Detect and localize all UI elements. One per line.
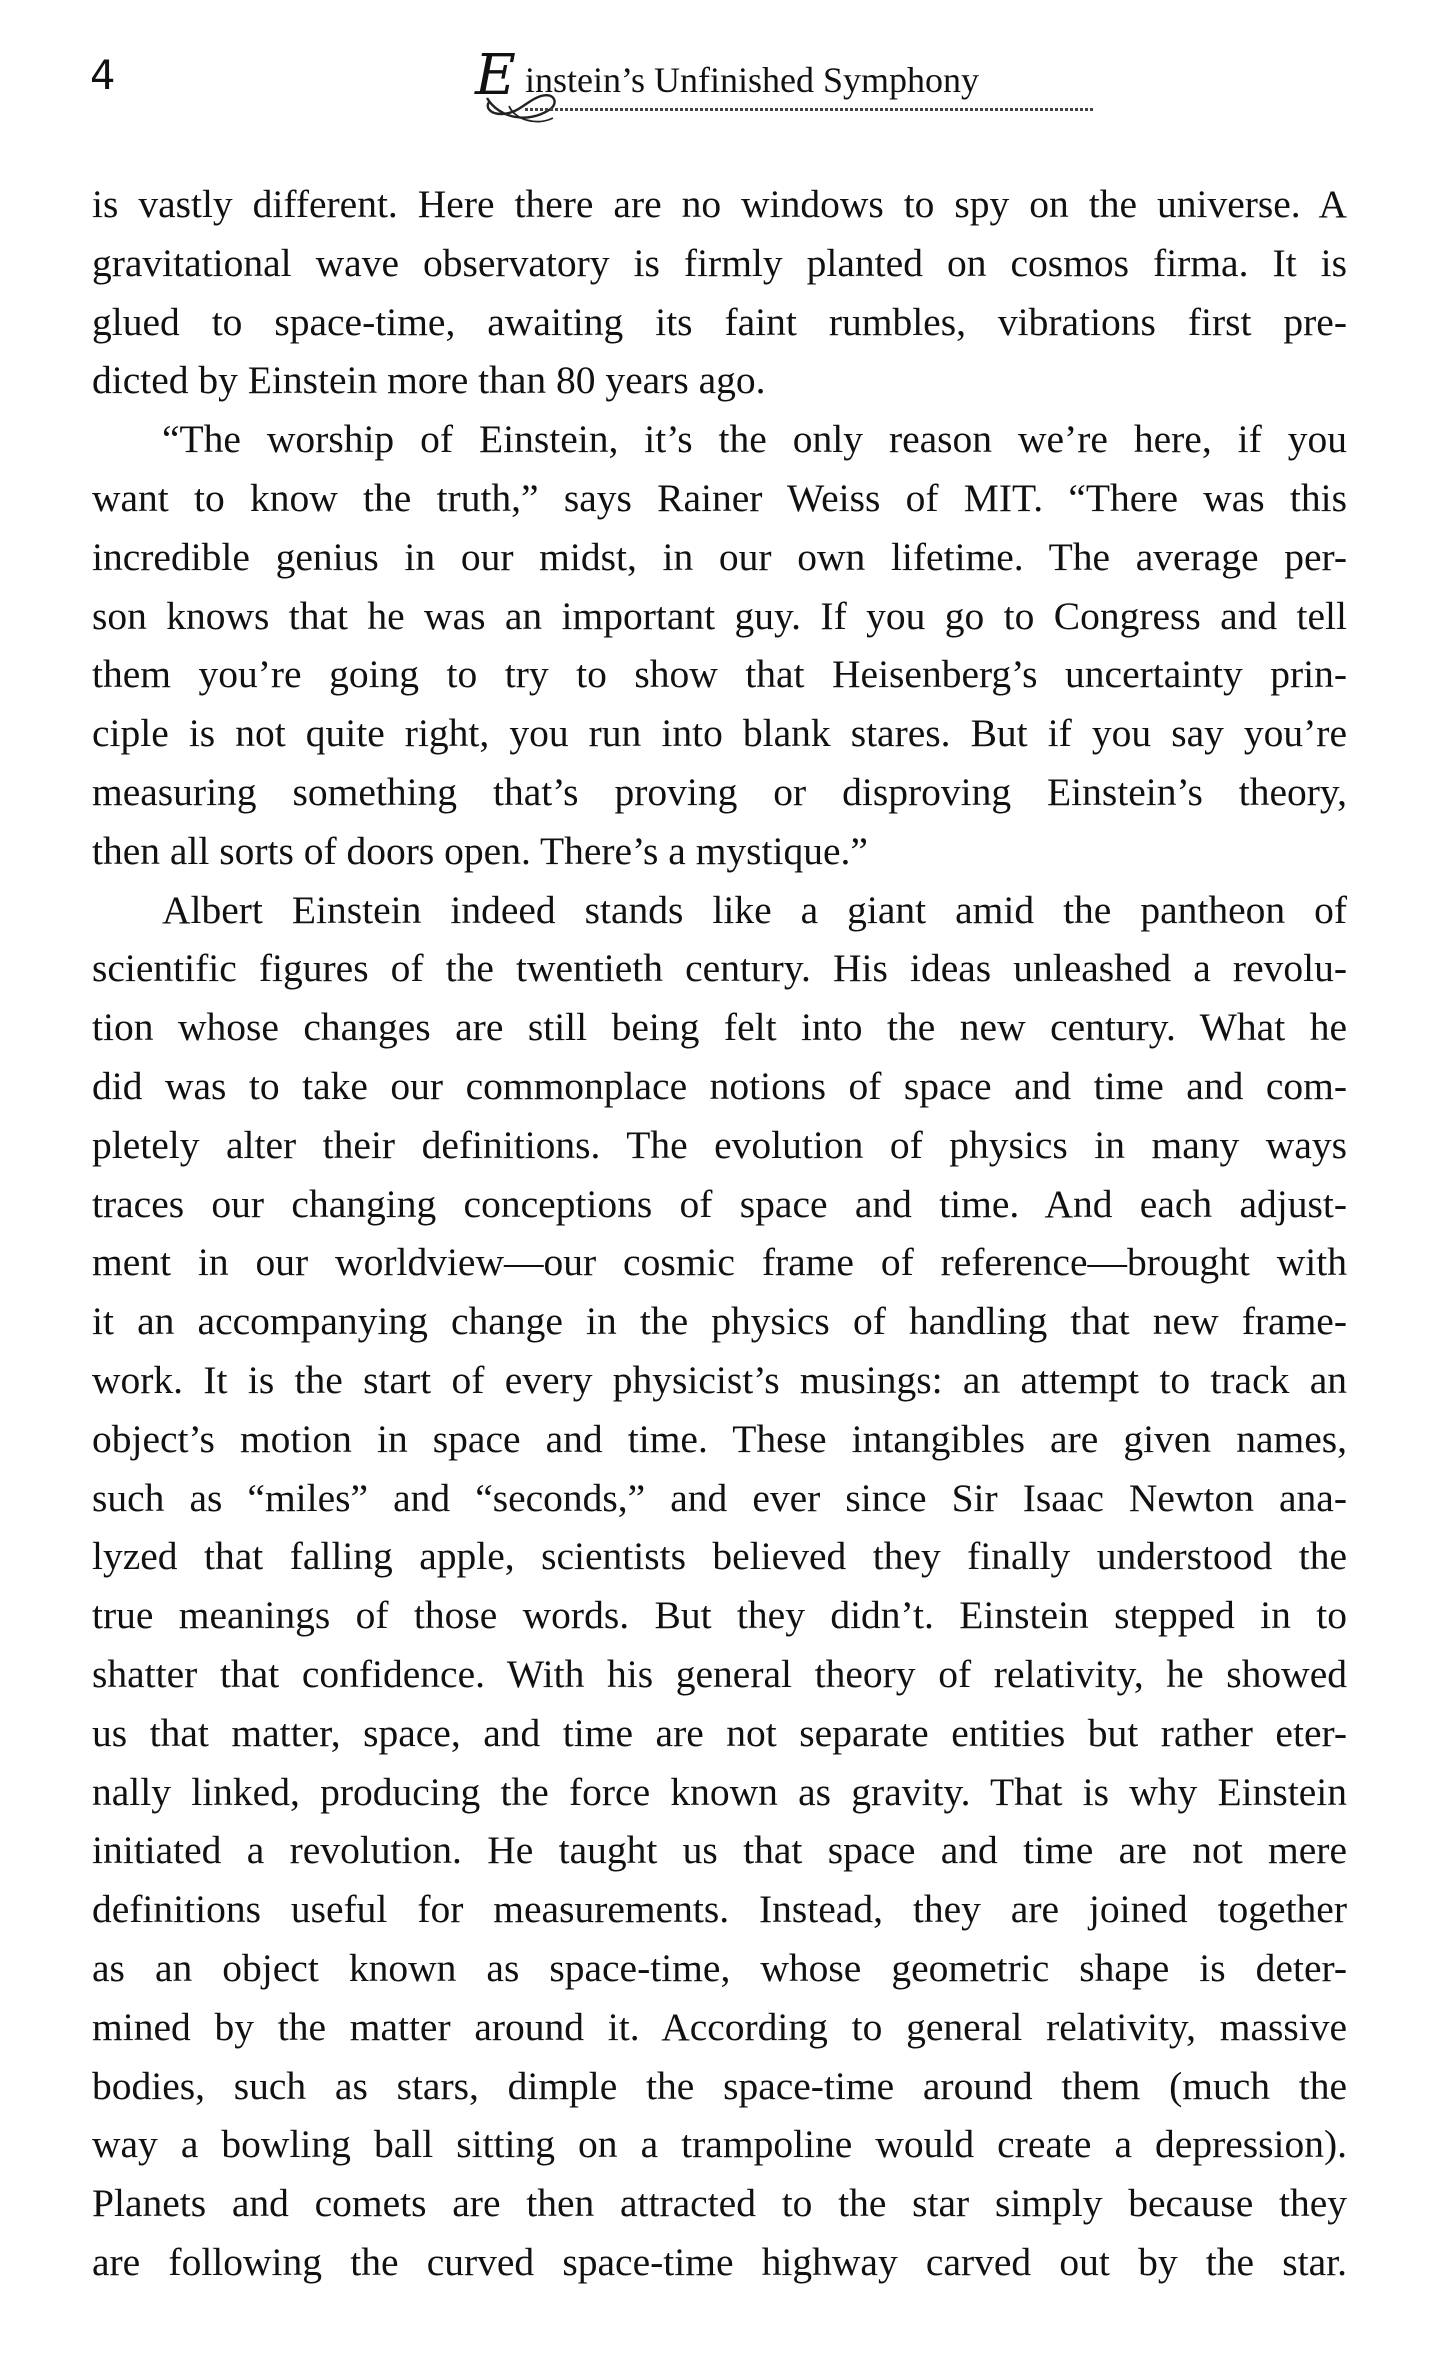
text-line: then all sorts of doors open. There’s a mystique.”: [92, 828, 868, 873]
dotted-rule: [525, 108, 1095, 111]
paragraph-1: [92, 175, 1347, 410]
text-line: such as “miles” and “seconds,” and ever since Sir Isaac Newton ana-: [92, 1475, 1347, 1520]
text-line: us that matter, space, and time are not separate entities but rather eter-: [92, 1710, 1347, 1755]
text-line: glued to space-time, awaiting its faint rumbles, vibrations first pre-: [92, 299, 1347, 344]
text-line: tion whose changes are still being felt into the new century. What he: [92, 1005, 1347, 1050]
text-line: ment in our worldview—our cosmic frame of reference—brought with: [92, 1240, 1347, 1285]
text-line: lyzed that falling apple, scientists believed they finally understood the: [92, 1534, 1347, 1579]
text-line: Planets and comets are then attracted to the star simply because they: [92, 2181, 1347, 2226]
text-line: measuring something that’s proving or disproving Einstein’s theory,: [92, 769, 1347, 814]
text-line: gravitational wave observatory is firmly planted on cosmos firma. It is: [92, 240, 1347, 285]
text-line: are following the curved space-time highway carved out by the star.: [92, 2239, 1347, 2284]
text-line: definitions useful for measurements. Instead, they are joined together: [92, 1887, 1347, 1932]
text-line: true meanings of those words. But they didn’t. Einstein stepped in to: [92, 1593, 1347, 1638]
body-text: [92, 175, 1347, 2292]
text-line: want to know the truth,” says Rainer Weiss of MIT. “There was this: [92, 475, 1347, 520]
text-line: shatter that confidence. With his general theory of relativity, he showed: [92, 1651, 1347, 1696]
text-line: work. It is the start of every physicist’s musings: an attempt to track an: [92, 1357, 1347, 1402]
text-line: incredible genius in our midst, in our own lifetime. The average per-: [92, 534, 1347, 579]
text-line: traces our changing conceptions of space and time. And each adjust-: [92, 1181, 1347, 1226]
text-line: nally linked, producing the force known as gravity. That is why Einstein: [92, 1769, 1347, 1814]
paragraph-2: [92, 410, 1347, 880]
running-title: [475, 43, 1095, 116]
text-line: initiated a revolution. He taught us that space and time are not mere: [92, 1828, 1347, 1873]
text-line: scientific figures of the twentieth century. His ideas unleashed a revolu-: [92, 946, 1347, 991]
text-line: Albert Einstein indeed stands like a giant amid the pantheon of: [162, 887, 1347, 932]
text-line: way a bowling ball sitting on a trampoline would create a depression).: [92, 2122, 1347, 2167]
text-line: mined by the matter around it. According to general relativity, massive: [92, 2004, 1347, 2049]
text-line: “The worship of Einstein, it’s the only reason we’re here, if you: [162, 417, 1347, 462]
text-line: did was to take our commonplace notions of space and time and com-: [92, 1063, 1347, 1108]
running-title-text: instein’s Unfinished Symphony: [525, 60, 980, 100]
text-line: pletely alter their definitions. The evolution of physics in many ways: [92, 1122, 1347, 1167]
text-line: son knows that he was an important guy. If you go to Congress and tell: [92, 593, 1347, 638]
text-line: as an object known as space-time, whose geometric shape is deter-: [92, 1945, 1347, 1990]
text-line: them you’re going to try to show that Heisenberg’s uncertainty prin-: [92, 652, 1347, 697]
paragraph-3: [92, 881, 1347, 2292]
text-line: bodies, such as stars, dimple the space-time around them (much the: [92, 2063, 1347, 2108]
text-line: it an accompanying change in the physics of handling that new frame-: [92, 1299, 1347, 1344]
text-line: ciple is not quite right, you run into blank stares. But if you say you’re: [92, 711, 1347, 756]
text-line: is vastly different. Here there are no windows to spy on the universe. A: [92, 182, 1347, 226]
running-title-initial: E: [475, 43, 516, 108]
text-line: dicted by Einstein more than 80 years ago.: [92, 358, 766, 403]
running-head: [90, 43, 1350, 118]
text-line: object’s motion in space and time. These intangibles are given names,: [92, 1416, 1347, 1461]
page-number: 4: [90, 53, 116, 99]
